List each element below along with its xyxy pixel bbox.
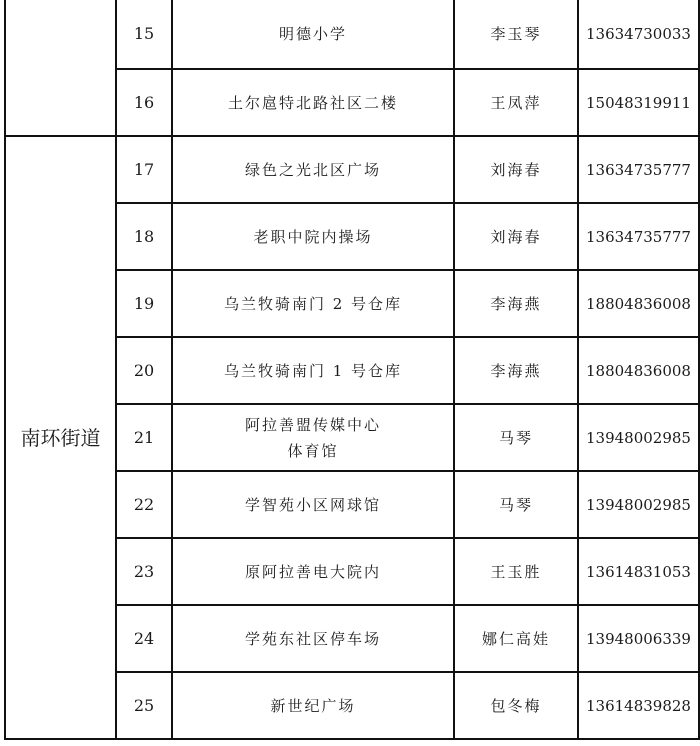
row-number: 21 bbox=[116, 404, 172, 471]
contact-cell: 李海燕 bbox=[454, 337, 578, 404]
phone-cell: 13948002985 bbox=[578, 404, 699, 471]
phone-cell: 18804836008 bbox=[578, 337, 699, 404]
location-line: 土尔扈特北路社区二楼 bbox=[227, 93, 398, 112]
district-cell-previous bbox=[5, 0, 116, 136]
location-line: 绿色之光北区广场 bbox=[244, 160, 381, 179]
location-cell bbox=[172, 538, 454, 605]
row-number: 25 bbox=[116, 672, 172, 739]
location-cell bbox=[172, 471, 454, 538]
contact-cell: 王凤萍 bbox=[454, 69, 578, 136]
location-line: 新世纪广场 bbox=[270, 696, 356, 715]
location-cell bbox=[172, 69, 454, 136]
location-cell bbox=[172, 136, 454, 203]
table-row bbox=[5, 136, 699, 203]
contact-cell: 马琴 bbox=[454, 404, 578, 471]
contact-cell: 李海燕 bbox=[454, 270, 578, 337]
location-line: 阿拉善盟传媒中心 bbox=[244, 415, 381, 434]
phone-cell: 13634730033 bbox=[578, 0, 699, 69]
phone-cell: 13948006339 bbox=[578, 605, 699, 672]
location-line: 原阿拉善电大院内 bbox=[244, 562, 381, 581]
location-cell bbox=[172, 337, 454, 404]
location-line: 体育馆 bbox=[287, 441, 339, 460]
site-contact-table bbox=[4, 0, 700, 740]
phone-cell: 13948002985 bbox=[578, 471, 699, 538]
contact-cell: 马琴 bbox=[454, 471, 578, 538]
location-line: 学苑东社区停车场 bbox=[244, 629, 381, 648]
location-cell bbox=[172, 672, 454, 739]
contact-cell: 李玉琴 bbox=[454, 0, 578, 69]
contact-cell: 包冬梅 bbox=[454, 672, 578, 739]
table-row bbox=[5, 0, 699, 69]
row-number: 20 bbox=[116, 337, 172, 404]
location-line: 老职中院内操场 bbox=[253, 227, 373, 246]
location-cell bbox=[172, 270, 454, 337]
location-cell bbox=[172, 605, 454, 672]
row-number: 16 bbox=[116, 69, 172, 136]
location-cell bbox=[172, 404, 454, 471]
location-line: 学智苑小区网球馆 bbox=[244, 495, 381, 514]
row-number: 19 bbox=[116, 270, 172, 337]
phone-cell: 18804836008 bbox=[578, 270, 699, 337]
contact-cell: 娜仁高娃 bbox=[454, 605, 578, 672]
phone-cell: 13634735777 bbox=[578, 136, 699, 203]
row-number: 17 bbox=[116, 136, 172, 203]
row-number: 23 bbox=[116, 538, 172, 605]
location-line: 乌兰牧骑南门 2 号仓库 bbox=[223, 294, 403, 313]
contact-cell: 刘海春 bbox=[454, 136, 578, 203]
district-cell: 南环街道 bbox=[5, 136, 116, 739]
row-number: 24 bbox=[116, 605, 172, 672]
phone-cell: 13634735777 bbox=[578, 203, 699, 270]
contact-cell: 刘海春 bbox=[454, 203, 578, 270]
phone-cell: 15048319911 bbox=[578, 69, 699, 136]
contact-cell: 王玉胜 bbox=[454, 538, 578, 605]
location-line: 乌兰牧骑南门 1 号仓库 bbox=[223, 361, 403, 380]
location-cell bbox=[172, 203, 454, 270]
row-number: 15 bbox=[116, 0, 172, 69]
location-cell bbox=[172, 0, 454, 69]
row-number: 22 bbox=[116, 471, 172, 538]
phone-cell: 13614839828 bbox=[578, 672, 699, 739]
row-number: 18 bbox=[116, 203, 172, 270]
phone-cell: 13614831053 bbox=[578, 538, 699, 605]
location-line: 明德小学 bbox=[278, 25, 347, 43]
